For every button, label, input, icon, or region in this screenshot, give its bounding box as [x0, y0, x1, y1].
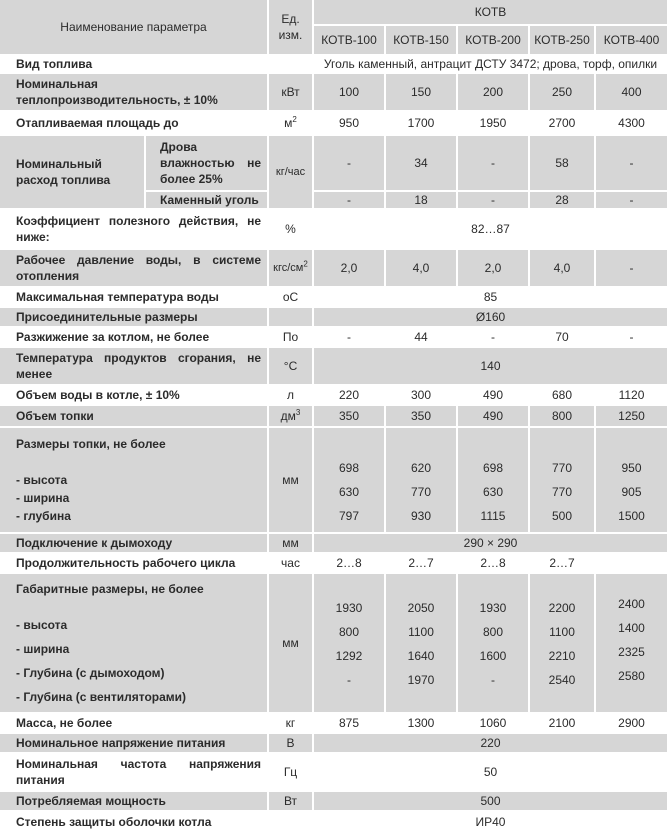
- value-cell: 1250: [596, 406, 667, 426]
- value: 1640: [407, 649, 435, 663]
- power-value: 500: [314, 792, 667, 810]
- value: 698: [482, 461, 504, 475]
- value-cell: [596, 574, 667, 712]
- value-cell: [596, 428, 667, 532]
- value: 770: [551, 461, 573, 475]
- row-label-connection: Присоединительные размеры: [0, 308, 267, 326]
- value-cell: 350: [314, 406, 384, 426]
- unit-cell: кг/час: [269, 136, 312, 208]
- value-cell: 2…8: [314, 554, 384, 572]
- frequency-value: 50: [314, 754, 667, 790]
- value: 2540: [548, 673, 576, 687]
- efficiency-value: 82…87: [314, 210, 667, 248]
- value: 1930: [335, 601, 363, 615]
- value: 698: [338, 461, 360, 475]
- unit-cell: Гц: [269, 754, 312, 790]
- value: 620: [410, 461, 432, 475]
- value-cell: [596, 554, 667, 572]
- unit-cell: $дм^3$: [269, 406, 312, 426]
- furnace-size-sub: - глубина: [16, 509, 71, 523]
- value-cell: 1120: [596, 386, 667, 404]
- overall-size-sub: - ширина: [16, 642, 70, 656]
- row-label-furnace-size: [0, 428, 267, 532]
- connection-value: Ø160: [314, 308, 667, 326]
- value-cell: 800: [530, 406, 594, 426]
- value: 1100: [408, 625, 434, 639]
- row-label-flue-temp: Температура продуктов сгорания, не менее: [0, 348, 267, 384]
- sublabel-wood: Дрова влажностью не более 25%: [146, 136, 267, 190]
- value: 1500: [618, 509, 645, 523]
- value: 2050: [407, 601, 435, 615]
- value-cell: 34: [386, 136, 456, 190]
- value-cell: 350: [386, 406, 456, 426]
- value: 905: [621, 485, 642, 499]
- value: 2580: [618, 669, 645, 683]
- flue-temp-value: 140: [314, 348, 667, 384]
- row-label-heat-output: Номинальная теплопроизводительность, ± 10%: [0, 74, 267, 110]
- value: 630: [482, 485, 504, 499]
- value-cell: 2,0: [458, 250, 528, 286]
- value: 930: [410, 509, 432, 523]
- value-cell: -: [458, 328, 528, 346]
- header-group: КОТВ: [314, 0, 667, 24]
- value: 1400: [618, 621, 645, 635]
- value-cell: 250: [530, 74, 594, 110]
- row-label-power: Потребляемая мощность: [0, 792, 267, 810]
- furnace-size-sub: - ширина: [16, 491, 70, 505]
- header-param-name: Наименование параметра: [0, 0, 267, 54]
- overall-size-sub: - высота: [16, 618, 68, 632]
- value-cell: 2100: [530, 714, 594, 732]
- unit-cell: мм: [269, 574, 312, 712]
- row-label-efficiency: Коэффициент полезного действия, не ниже:: [0, 210, 267, 248]
- overall-size-sub: - Глубина (с вентиляторами): [16, 690, 187, 704]
- value-cell: 4300: [596, 112, 667, 134]
- header-model: КОТВ-150: [386, 26, 456, 54]
- row-label-mass: Масса, не более: [0, 714, 267, 732]
- value-cell: 2,0: [314, 250, 384, 286]
- value-cell: [314, 428, 384, 532]
- value-cell: -: [596, 250, 667, 286]
- value: 950: [621, 461, 642, 475]
- value-cell: 2…7: [386, 554, 456, 572]
- value-cell: 490: [458, 406, 528, 426]
- value-cell: 18: [386, 192, 456, 208]
- value-cell: 1060: [458, 714, 528, 732]
- unit-cell: кг: [269, 714, 312, 732]
- value-cell: [386, 428, 456, 532]
- value-cell: [458, 428, 528, 532]
- value: 630: [338, 485, 360, 499]
- value: 770: [410, 485, 432, 499]
- unit-cell: %: [269, 210, 312, 248]
- value-cell: 100: [314, 74, 384, 110]
- row-label-fuel-consumption: Номинальный расход топлива: [0, 136, 144, 208]
- chimney-value: 290 × 290: [314, 534, 667, 552]
- unit-cell: кВт: [269, 74, 312, 110]
- row-label-overall-size: [0, 574, 267, 712]
- value: -: [491, 673, 495, 687]
- row-label-heated-area: Отапливаемая площадь до: [0, 112, 267, 134]
- row-label-voltage: Номинальное напряжение питания: [0, 734, 267, 752]
- unit-cell: [269, 812, 312, 831]
- value: 2400: [618, 597, 645, 611]
- row-label-chimney: Подключение к дымоходу: [0, 534, 267, 552]
- value-cell: -: [314, 328, 384, 346]
- value-cell: -: [458, 192, 528, 208]
- value-cell: 58: [530, 136, 594, 190]
- overall-size-title: Габаритные размеры, не более: [16, 582, 204, 596]
- value: 2200: [548, 601, 576, 615]
- value-cell: 4,0: [530, 250, 594, 286]
- value-cell: -: [314, 192, 384, 208]
- header-model: КОТВ-400: [596, 26, 667, 54]
- value-cell: 2700: [530, 112, 594, 134]
- value-cell: -: [596, 328, 667, 346]
- value: 1100: [549, 625, 575, 639]
- furnace-size-title: Размеры топки, не более: [16, 437, 166, 451]
- value-cell: -: [314, 136, 384, 190]
- value-cell: 950: [314, 112, 384, 134]
- value-cell: 1700: [386, 112, 456, 134]
- unit-cell: В: [269, 734, 312, 752]
- protection-value: ИР40: [314, 812, 667, 831]
- value-cell: 1950: [458, 112, 528, 134]
- value-cell: 2…8: [458, 554, 528, 572]
- value: 1115: [480, 509, 506, 523]
- value-cell: 4,0: [386, 250, 456, 286]
- row-label-draft: Разжижение за котлом, не более: [0, 328, 267, 346]
- value-cell: [386, 574, 456, 712]
- overall-size-sub: - Глубина (с дымоходом): [16, 666, 165, 680]
- value: -: [347, 673, 351, 687]
- value-cell: -: [458, 136, 528, 190]
- value-cell: 400: [596, 74, 667, 110]
- furnace-size-sub: - высота: [16, 473, 68, 487]
- voltage-value: 220: [314, 734, 667, 752]
- unit-cell: час: [269, 554, 312, 572]
- unit-cell: По: [269, 328, 312, 346]
- value-cell: 300: [386, 386, 456, 404]
- unit-cell: [269, 56, 312, 72]
- value-cell: 70: [530, 328, 594, 346]
- header-unit: Ед. изм.: [269, 0, 312, 54]
- row-label-cycle: Продолжительность рабочего цикла: [0, 554, 267, 572]
- value-cell: 1300: [386, 714, 456, 732]
- value-cell: 680: [530, 386, 594, 404]
- value: 1292: [335, 649, 363, 663]
- value: 500: [551, 509, 573, 523]
- value-cell: [530, 428, 594, 532]
- value: 1600: [479, 649, 507, 663]
- sublabel-coal: Каменный уголь: [146, 192, 267, 208]
- row-label-frequency: Номинальная частота напряжения питания: [0, 754, 267, 790]
- value-cell: -: [596, 192, 667, 208]
- value-cell: 2900: [596, 714, 667, 732]
- value-cell: 220: [314, 386, 384, 404]
- unit-cell: $м^2$: [269, 112, 312, 134]
- value-cell: 2…7: [530, 554, 594, 572]
- unit-cell: [269, 308, 312, 326]
- unit-cell: оС: [269, 288, 312, 306]
- unit-cell: мм: [269, 534, 312, 552]
- value-cell: 150: [386, 74, 456, 110]
- value: 800: [482, 625, 504, 639]
- unit-cell: мм: [269, 428, 312, 532]
- value: 2210: [548, 649, 576, 663]
- row-label-furnace-volume: Объем топки: [0, 406, 267, 426]
- value: 1970: [407, 673, 435, 687]
- value-cell: 875: [314, 714, 384, 732]
- value: 770: [551, 485, 573, 499]
- fuel-type-value: Уголь каменный, антрацит ДСТУ 3472; дрова, торф, опилки: [314, 56, 667, 72]
- value: 797: [338, 509, 360, 523]
- unit-cell: л: [269, 386, 312, 404]
- value-cell: -: [596, 136, 667, 190]
- value-cell: 490: [458, 386, 528, 404]
- unit-cell: Вт: [269, 792, 312, 810]
- value-cell: 44: [386, 328, 456, 346]
- row-label-pressure: Рабочее давление воды, в системе отопления: [0, 250, 267, 286]
- value-cell: 28: [530, 192, 594, 208]
- header-model: КОТВ-250: [530, 26, 594, 54]
- row-label-water-volume: Объем воды в котле, ± 10%: [0, 386, 267, 404]
- header-model: КОТВ-200: [458, 26, 528, 54]
- max-temp-value: 85: [314, 288, 667, 306]
- unit-cell: °С: [269, 348, 312, 384]
- row-label-protection: Степень защиты оболочки котла: [0, 812, 267, 831]
- value: 2325: [618, 645, 645, 659]
- value-cell: [530, 574, 594, 712]
- value-cell: 200: [458, 74, 528, 110]
- row-label-max-temp: Максимальная температура воды: [0, 288, 267, 306]
- value: 1930: [479, 601, 507, 615]
- unit-cell: кгс/$см^2$: [269, 250, 312, 286]
- value-cell: [314, 574, 384, 712]
- header-model: КОТВ-100: [314, 26, 384, 54]
- value: 800: [338, 625, 360, 639]
- value-cell: [458, 574, 528, 712]
- row-label-fuel-type: Вид топлива: [0, 56, 267, 72]
